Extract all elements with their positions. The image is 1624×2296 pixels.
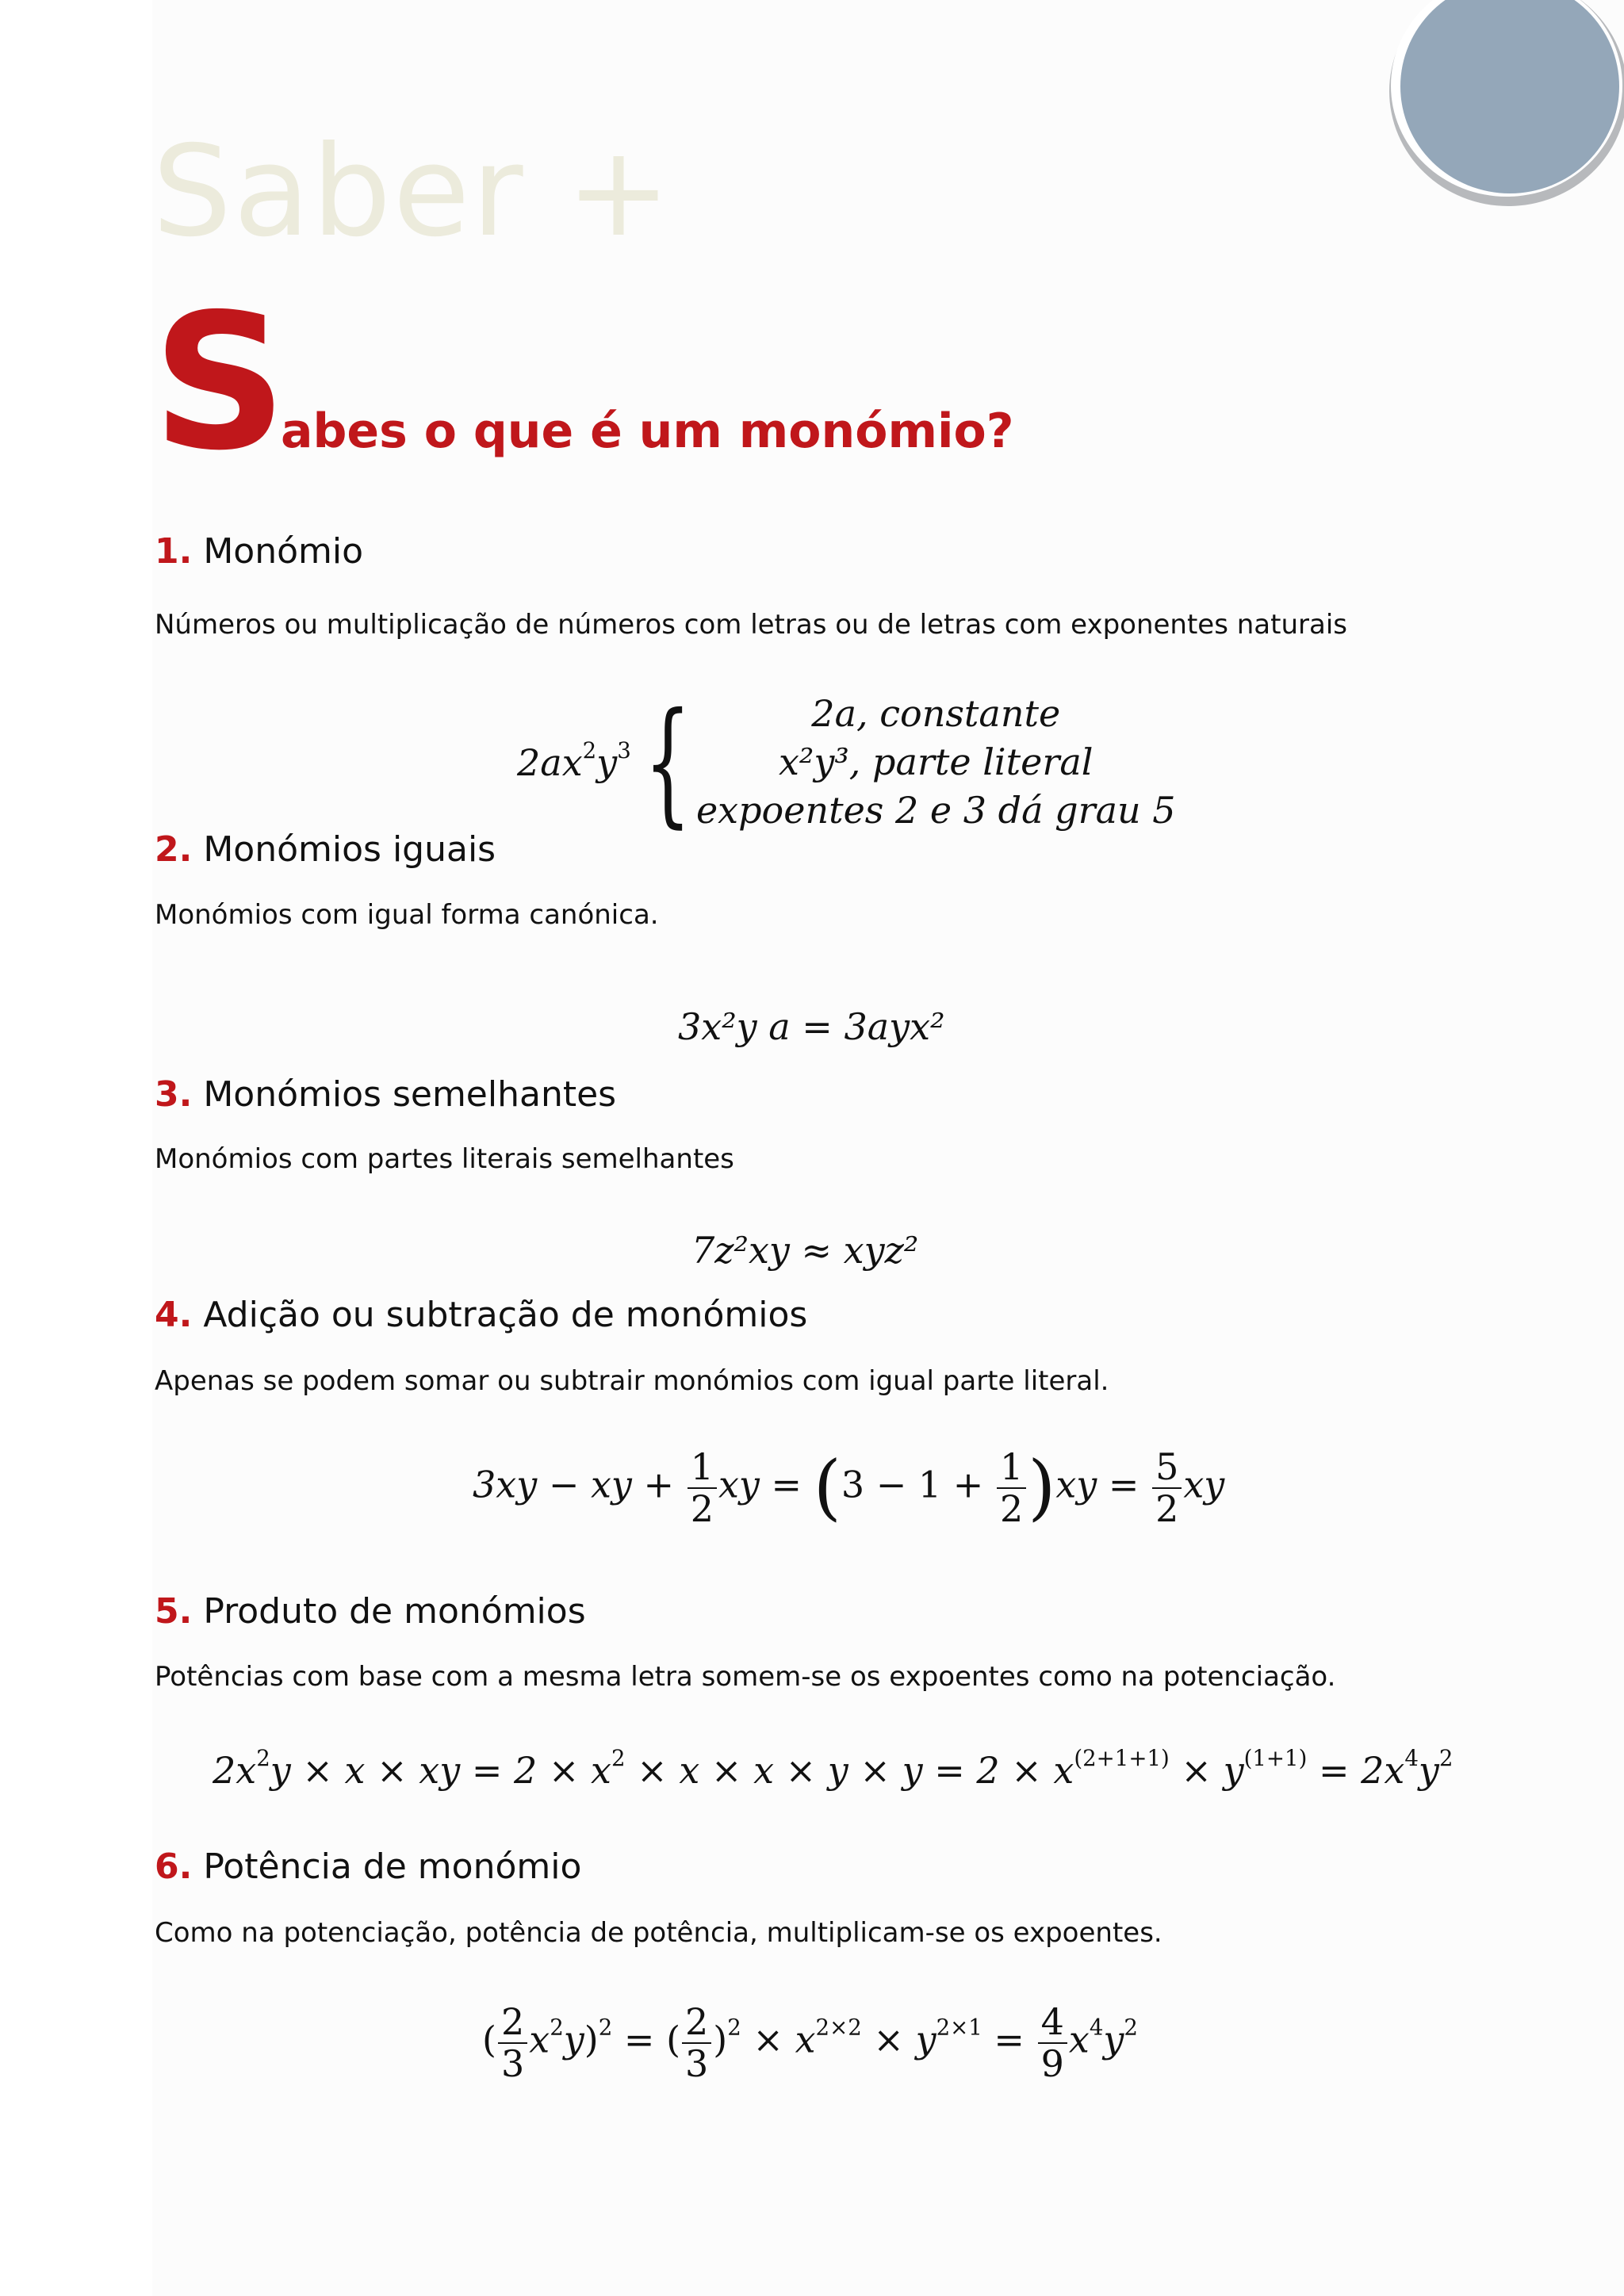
section-title: Potência de monómio bbox=[203, 1846, 582, 1887]
section-heading bbox=[155, 829, 496, 870]
section-title: Adição ou subtração de monómios bbox=[203, 1295, 808, 1335]
section-3-description bbox=[155, 1143, 734, 1175]
section-2 bbox=[155, 829, 496, 870]
formula-potencia: ( $\frac{2}{3}$ $x^2y)^2$ = ( $\frac{2}{3}$ )$^2 \times x^{2\times 2} \times y^{2\times 1}$ = $\frac{4}{9}$ $x^4y^2$ bbox=[482, 2000, 1138, 2085]
section-title: Monómios iguais bbox=[203, 829, 496, 870]
section-5-description bbox=[155, 1661, 1335, 1693]
section-heading bbox=[155, 1295, 807, 1335]
formula-case-literal: x²y³, parte literal bbox=[778, 740, 1094, 783]
section-number: 5. bbox=[155, 1591, 193, 1632]
title-dropcap: S bbox=[152, 274, 287, 492]
section-heading bbox=[155, 1074, 616, 1115]
section-desc: Monómios com partes literais semelhantes bbox=[155, 1143, 734, 1175]
formula-semelhantes: 7z²xy ≈ xyz² bbox=[691, 1229, 919, 1272]
section-2-description bbox=[155, 899, 659, 931]
header-watermark: Saber + bbox=[152, 119, 673, 265]
section-3 bbox=[155, 1074, 616, 1115]
section-number: 4. bbox=[155, 1295, 193, 1335]
formula-iguais: 3x²y a = 3ayx² bbox=[678, 1005, 945, 1048]
section-desc: Como na potenciação, potência de potência, multiplicam-se os expoentes. bbox=[155, 1917, 1162, 1949]
section-desc: Potências com base com a mesma letra somem-se os expoentes como na potenciação. bbox=[155, 1661, 1336, 1693]
formula-produto: $2x^2y \times x$ × xy = $2 \times x^2 \times x \times x \times y \times y = 2 \times x^{(2+1+1)} \times y^{(1+1)} = 2x^4y^2$ bbox=[213, 1744, 1454, 1792]
section-4-description bbox=[155, 1365, 1109, 1397]
section-desc: Apenas se podem somar ou subtrair monómios com igual parte literal. bbox=[155, 1365, 1109, 1397]
section-title: Monómios semelhantes bbox=[203, 1074, 617, 1115]
title-text: abes o que é um monómio? bbox=[280, 404, 1014, 459]
section-6 bbox=[155, 1846, 581, 1887]
formula-monomio: $2ax^2y^3$ { 2a, constante x²y³, parte literal expoentes 2 e 3 dá grau 5 bbox=[517, 683, 1176, 841]
section-desc: Números ou multiplicação de números com letras ou de letras com exponentes naturais bbox=[155, 609, 1347, 641]
section-number: 2. bbox=[155, 829, 193, 870]
section-6-description bbox=[155, 1917, 1162, 1949]
section-heading bbox=[155, 1846, 581, 1887]
section-number: 3. bbox=[155, 1074, 193, 1115]
section-heading bbox=[155, 531, 363, 572]
formula-case-degree: expoentes 2 e 3 dá grau 5 bbox=[695, 789, 1176, 832]
section-heading bbox=[155, 1591, 586, 1632]
section-desc: Monómios com igual forma canónica. bbox=[155, 899, 659, 931]
section-5 bbox=[155, 1591, 586, 1632]
section-1 bbox=[155, 531, 363, 572]
section-number: 6. bbox=[155, 1846, 193, 1887]
section-4 bbox=[155, 1295, 807, 1335]
section-title: Produto de monómios bbox=[203, 1591, 586, 1632]
section-title: Monómio bbox=[203, 531, 364, 572]
section-number: 1. bbox=[155, 531, 193, 572]
formula-case-constant: 2a, constante bbox=[811, 692, 1061, 735]
page-title bbox=[152, 274, 1014, 492]
section-1-description bbox=[155, 609, 1347, 641]
formula-adicao: 3xy − xy + $\frac{1}{2}$ xy = (3 − 1 + $\frac{1}{2}$ )xy = $\frac{5}{2}$ xy bbox=[473, 1445, 1225, 1530]
